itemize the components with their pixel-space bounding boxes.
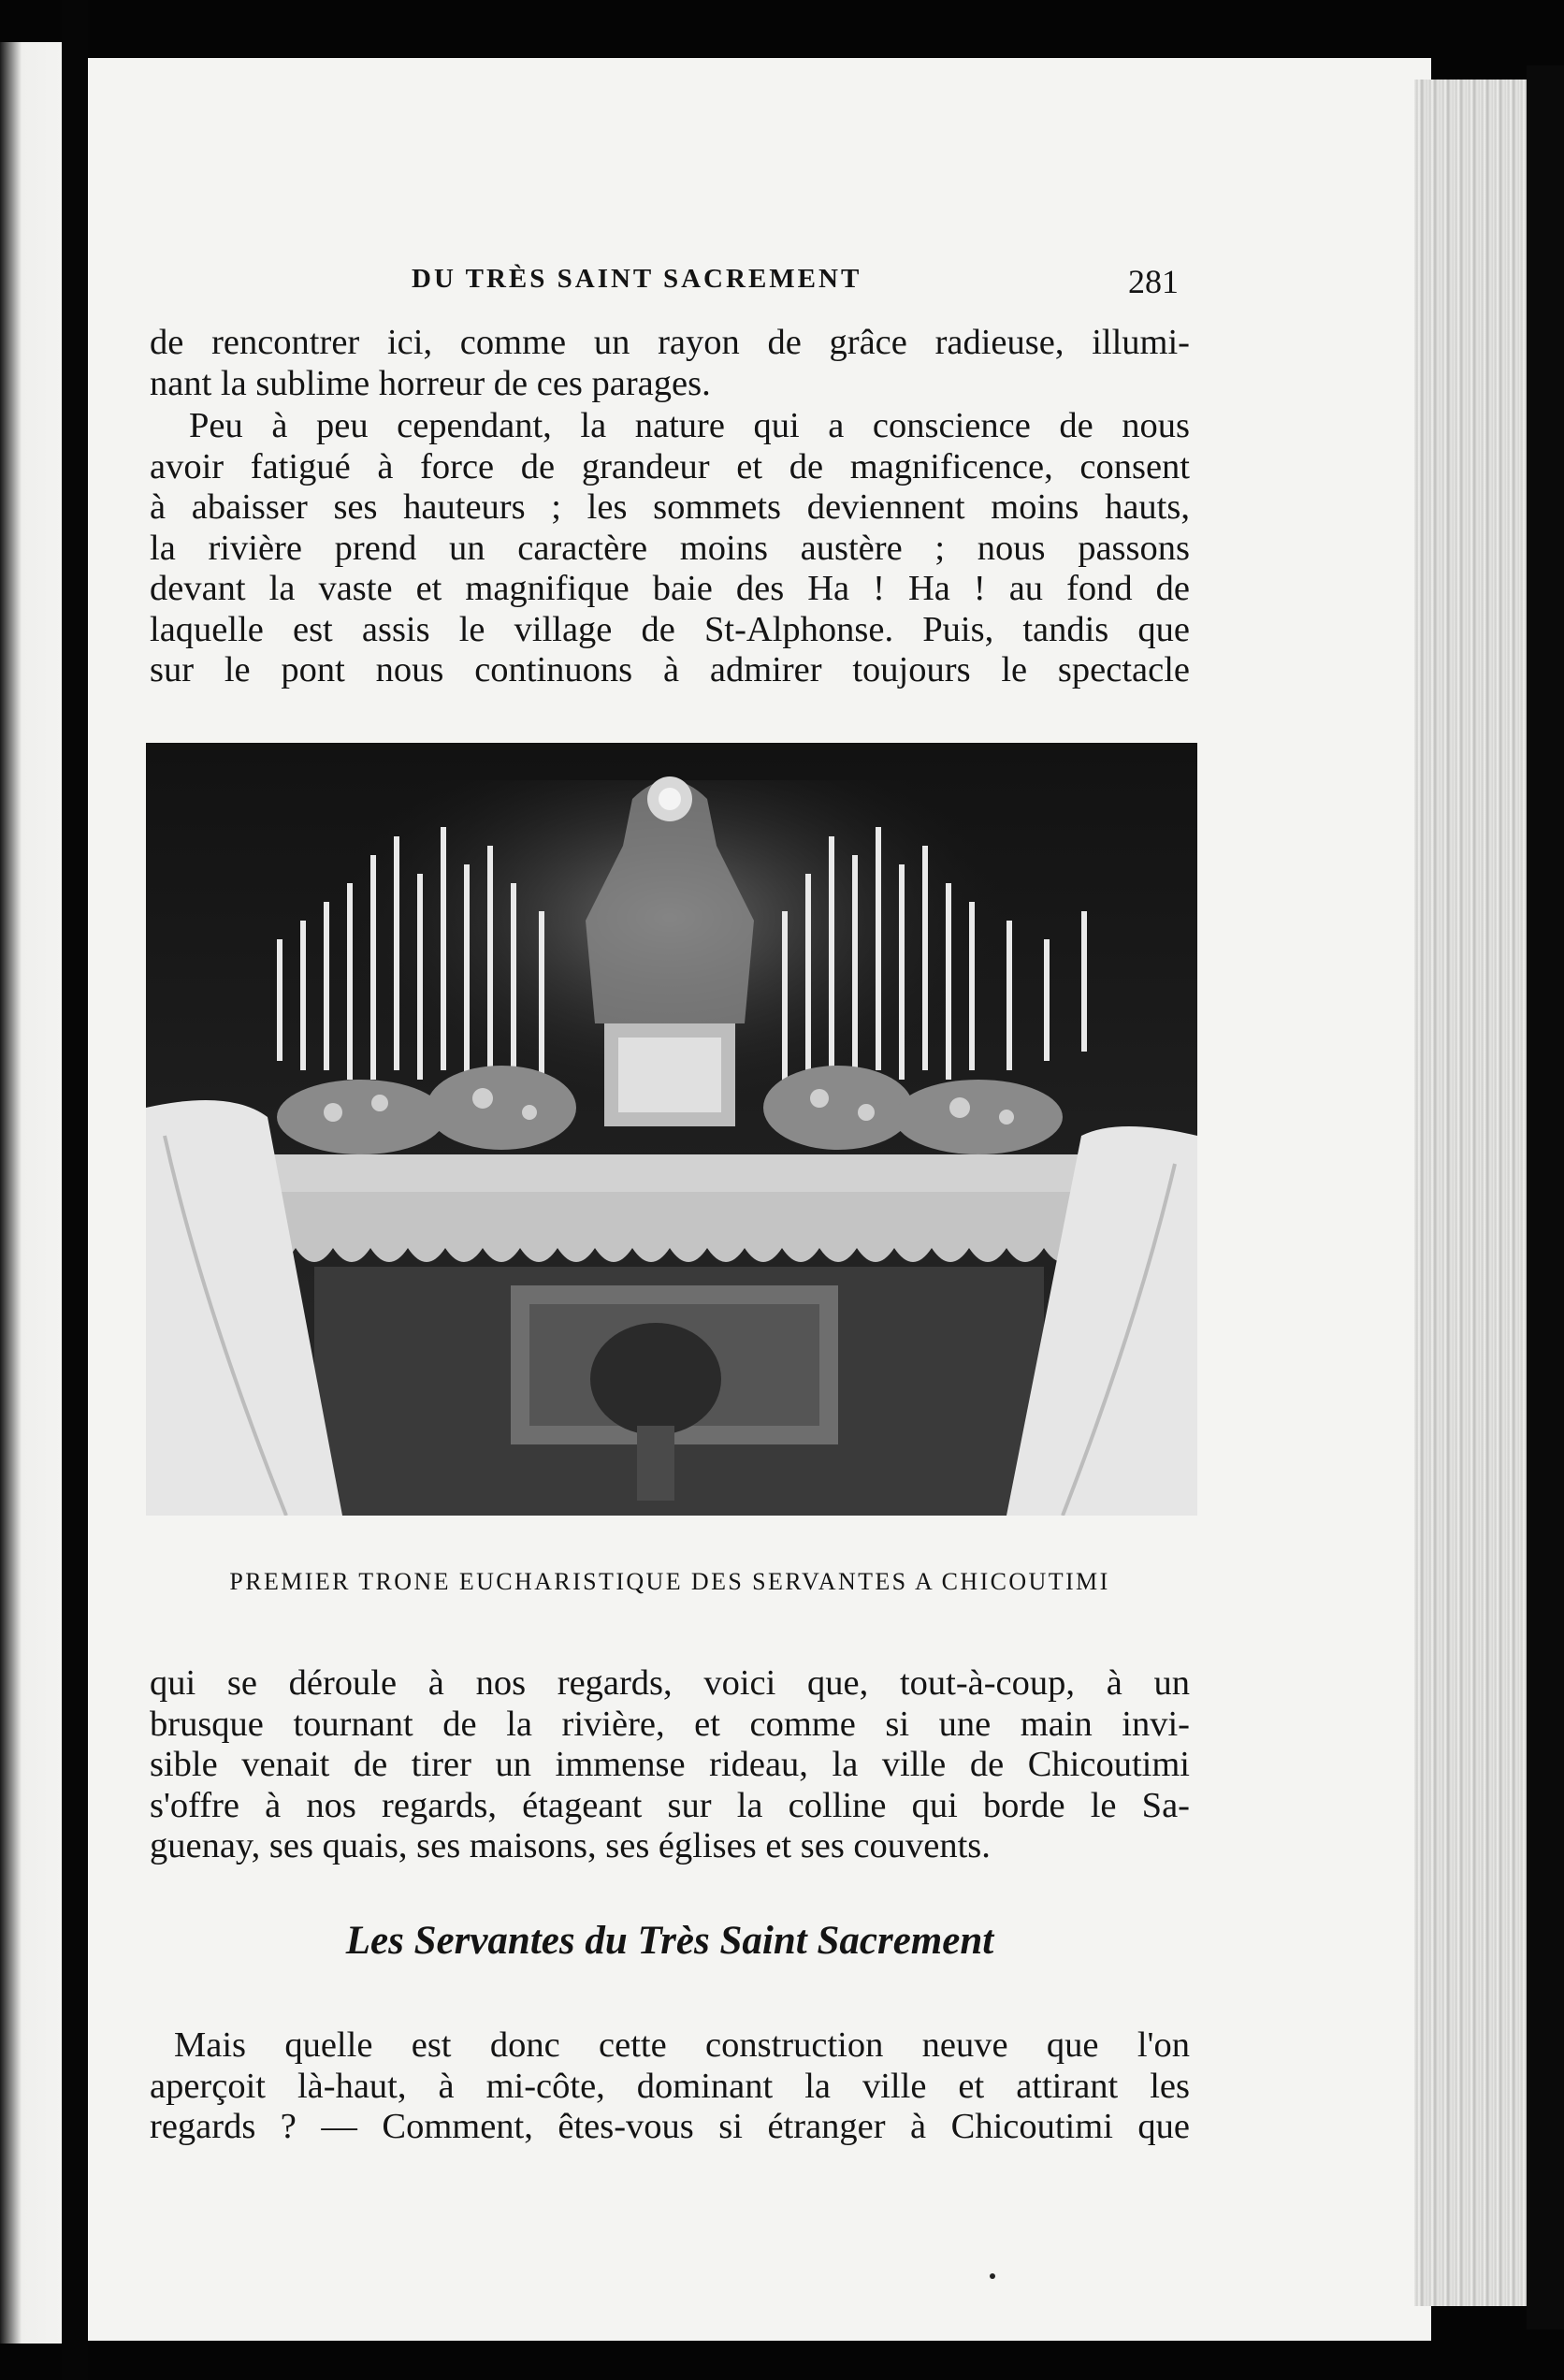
page-stack-edges [1414, 80, 1527, 2306]
text-line: s'offre à nos regards, étageant sur la colline qui borde le Sa- [150, 1785, 1190, 1825]
text-line: de rencontrer ici, comme un rayon de grâce radieuse, illumi- [150, 323, 1190, 362]
text-line: regards ? — Comment, êtes-vous si étranger à Chicoutimi que [150, 2107, 1190, 2146]
text-line: brusque tournant de la rivière, et comme si une main invi- [150, 1704, 1190, 1744]
previous-page-edge [0, 42, 62, 2344]
scan-speck [990, 2273, 995, 2279]
paragraph-1 [150, 323, 1190, 404]
text-line: Mais quelle est donc cette construction neuve que l'on [174, 2025, 1190, 2065]
text-line: sur le pont nous continuons à admirer toujours le spectacle [150, 650, 1190, 689]
paragraph-2 [150, 406, 1190, 691]
text-line: la rivière prend un caractère moins austère ; nous passons [150, 528, 1190, 568]
text-line: à abaisser ses hauteurs ; les sommets deviennent moins hauts, [150, 487, 1190, 527]
text-line: nant la sublime horreur de ces parages. [150, 363, 711, 403]
text-line: aperçoit là-haut, à mi-côte, dominant la ville et attirant les [150, 2066, 1190, 2106]
book-gutter [62, 0, 88, 2380]
text-line: guenay, ses quais, ses maisons, ses églises et ses couvents. [150, 1826, 991, 1865]
text-line: qui se déroule à nos regards, voici que, tout-à-coup, à un [150, 1663, 1190, 1703]
page-number: 281 [1128, 263, 1179, 300]
running-head: DU TRÈS SAINT SACREMENT [412, 264, 862, 294]
text-line: laquelle est assis le village de St-Alphonse. Puis, tandis que [150, 609, 1190, 649]
text-line: devant la vaste et magnifique baie des Ha ! Ha ! au fond de [150, 569, 1190, 608]
figure-caption: PREMIER TRONE EUCHARISTIQUE DES SERVANTES A CHICOUTIMI [229, 1568, 1110, 1595]
paragraph-4 [150, 2025, 1190, 2148]
altar-illustration [146, 743, 1197, 1516]
text-line: sible venait de tirer un immense rideau, la ville de Chicoutimi [150, 1745, 1190, 1784]
paragraph-3 [150, 1663, 1190, 1867]
altar-photograph [146, 743, 1197, 1516]
section-heading: Les Servantes du Très Saint Sacrement [345, 1919, 994, 1963]
text-line: avoir fatigué à force de grandeur et de magnificence, consent [150, 446, 1190, 486]
text-line: Peu à peu cependant, la nature qui a conscience de nous [189, 406, 1190, 445]
right-shadow [1527, 65, 1564, 2329]
